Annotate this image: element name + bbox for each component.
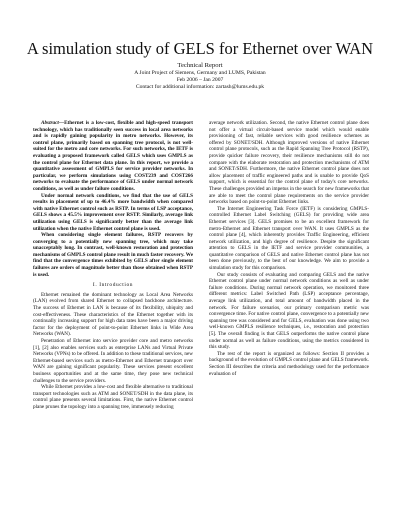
left-column	[33, 120, 193, 411]
right-paragraph-1: average network utilization. Second, the native Ethernet control plane does not offer a virtual circuit-based service model which would enable provisioning of fast, reliable services with good resilience schemes as offered by SONET/SDH. Although improved versions of native Ethernet control plane protocols, such as the Rapid Spanning Tree Protocol (RSTP), provide quicker failure recovery, their resilience mechanisms still do not compare with the elaborate restoration and protection mechanisms of ATM and SONET/SDH. Furthermore, the native Ethernet control plane does not allow placement of traffic engineered paths and is unable to provide QoS support, which is essential for the control plane of today's core networks. These challenges provided an impetus in the search for new frameworks that are able to meet the control plane requirements on the service provider networks based on point-to-point Ethernet links.	[209, 120, 369, 206]
intro-paragraph-1: Ethernet remained the dominant technology as Local Area Networks (LAN) evolved from shared Ethernet to collapsed backbone architecture. The success of Ethernet in LAN is because of its flexibility, ubiquity and cost-effectiveness. These characteristics of the Ethernet together with its continually increasing support for high data rates have been a major driving factor for the deployment of point-to-point Ethernet links in Wide Area Networks (WAN).	[33, 291, 193, 338]
paper-title: A simulation study of GELS for Ethernet over WAN	[26, 39, 374, 58]
abstract-text-1: —Ethernet is a low-cost, flexible and high-speed transport technology, which has traditionally seen success in local area networks and is rapidly gaining popularity in metro networks. However, its control plane, primarily based on spanning tree protocol, is not well-suited for the metro and core networks. For such networks, the IETF is evaluating a proposed framework called GELS which uses GMPLS as the control plane for Ethernet data plane. In this report, we provide a quantitative assessment of GMPLS for service provider networks. In particular, we perform simulations using COST239 and COST266 networks to evaluate the performance of GELS under normal network conditions, as well as under failure conditions.	[33, 120, 193, 192]
abstract-paragraph-3: When considering single element failures, RSTP recovers by converging to a potentially new spanning tree, which may take unacceptably long. In contrast, well-known restoration and protection mechanisms of GMPLS control plane result in much faster recovery. We find that the convergence times exhibited by GELS after single element failures are orders of magnitude better than those obtained when RSTP is used.	[33, 232, 193, 278]
project-dates: Feb 2006 – Jan 2007	[176, 77, 224, 84]
intro-paragraph-2: Penetration of Ethernet into service provider core and metro networks [1], [2] also enables services such as enterprise LANs and Virtual Private Networks (VPNs) to be offered. In addition to these traditional services, new Ethernet-based services such as metro-Ethernet and Ethernet transport over WAN are gaining significant popularity. These services present excellent business opportunities and at the same time, they pose new technical challenges to the service providers.	[33, 338, 193, 384]
affiliation: A Joint Project of Siemens, Germany and LUMS, Pakistan	[134, 70, 266, 76]
right-paragraph-4: The rest of the report is organized as follows: Section II provides a background of the evolution of GMPLS control plane and GELS framework. Section III describes the criteria and methodology used for the performance evaluation of	[209, 350, 369, 377]
right-paragraph-3: Our study consists of evaluating and comparing GELS and the native Ethernet control plane under normal network conditions as well as under failure conditions. During normal network operation, we monitored three different metrics: Label Switched Path (LSP) acceptance percentage, average link utilization, and total amount of bandwidth placed in the network. For failure scenarios, our primary comparison metric was convergence time. For native control plane, convergence to a potentially new spanning tree was considered and for GELS, evaluation was done using two well-known GMPLS resilience techniques, i.e., restoration and protection [5]. The overall finding is that GELS outperforms the native control plane under normal as well as failure conditions, using the metrics considered in this study.	[209, 271, 369, 351]
abstract-lead: Abstract	[41, 120, 59, 126]
abstract-paragraph-1	[33, 120, 193, 193]
right-column	[209, 120, 369, 377]
paper-header-info	[0, 62, 400, 91]
abstract-paragraph-2: Under normal network conditions, we find that the use of GELS results in placement of up to 46.4% more bandwidth when compared with native Ethernet control such as RSTP. In terms of LSP acceptance, GELS shows a 45.5% improvement over RSTP. Similarly, average link utilization using GELS is significantly better than the average link utilization when the native Ethernet control plane is used.	[33, 192, 193, 232]
contact-info: Contact for additional information: zartash@lums.edu.pk	[135, 84, 265, 91]
report-label: Technical Report	[177, 62, 223, 69]
section-heading-introduction: I. Introduction	[92, 282, 134, 289]
right-paragraph-2: The Internet Engineering Task Force (IETF) is considering GMPLS-controlled Ethernet Label Switching (GELS) for providing wide area Ethernet services [3]. GELS promises to be an excellent framework for metro-Ethernet and Ethernet transport over WAN. It uses GMPLS as the control plane [4], which inherently provides Traffic Engineering, efficient network utilization, and high degree of resilience. Despite the significant attention to GELS in the IETF and service provider communities, a quantitative comparison of GELS and native Ethernet control plane has not been done previously, to the best of our knowledge. We aim to provide a simulation study for this comparison.	[209, 205, 369, 272]
intro-paragraph-3: While Ethernet provides a low-cost and flexible alternative to traditional transport technologies such as ATM and SONET/SDH in the data plane, its control plane presents several limitations. First, the native Ethernet control plane prunes the topology into a spanning tree, immensely reducing	[33, 384, 193, 410]
